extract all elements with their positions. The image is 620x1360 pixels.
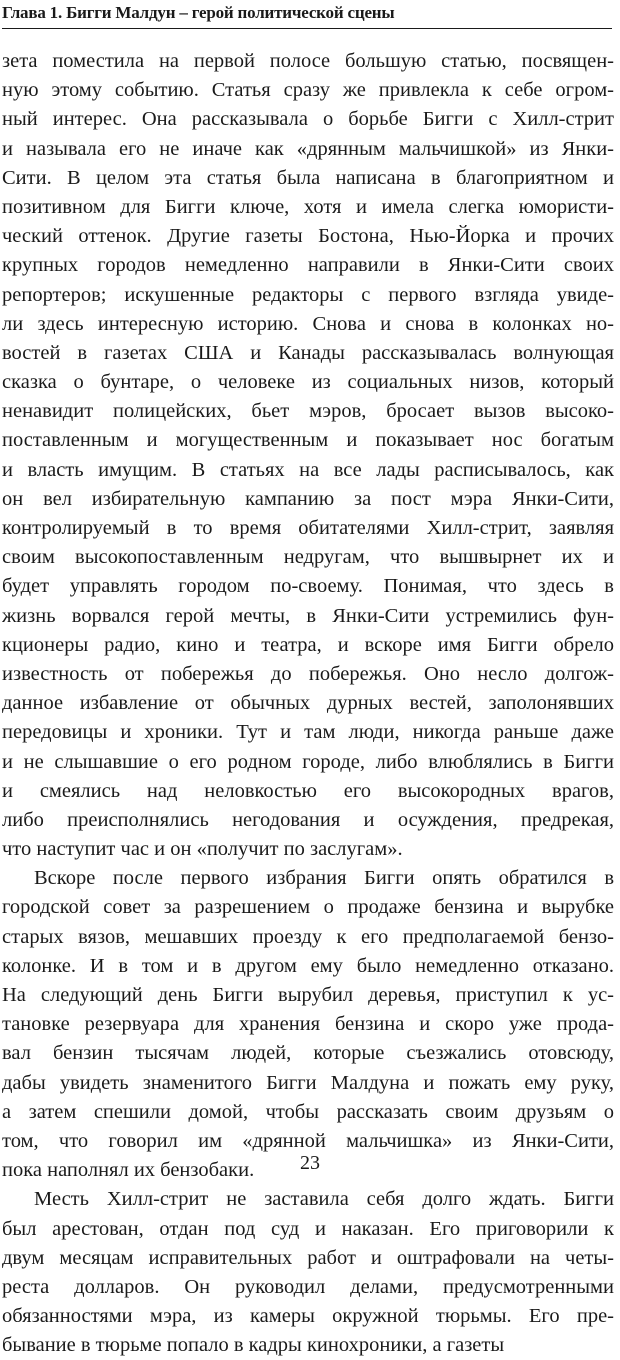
text-line: и смеялись над неловкостью его высокородных врагов,: [2, 779, 614, 802]
running-head-title: Глава 1. Бигги Малдун – герой политической сцены: [2, 3, 395, 22]
text-line: поставленным и могущественным и показывает нос богатым: [2, 429, 614, 452]
paragraph: [2, 864, 614, 1185]
text-line: На следующий день Бигги вырубил деревья, приступил к ус-: [2, 984, 614, 1006]
text-line: жизнь ворвался герой мечты, в Янки-Сити устремились фун-: [2, 604, 614, 627]
text-line: а затем спешили домой, чтобы рассказать своим друзьям о: [2, 1100, 614, 1123]
text-line: Вскоре после первого избрания Бигги опять обратился в: [34, 867, 614, 890]
text-line: репортеров; искушенные редакторы с первого взгляда увиде-: [2, 283, 614, 306]
text-line: вал бензин тысячам людей, которые съезжались отовсюду,: [2, 1042, 614, 1065]
text-line: что наступит час и он «получит по заслугам».: [2, 838, 403, 861]
text-line: ненавидит полицейских, бьет мэров, бросает вызов высоко-: [2, 400, 614, 423]
text-line: он вел избирательную кампанию за пост мэра Янки-Сити,: [2, 487, 614, 510]
text-line: сказка о бунтаре, о человеке из социальных низов, который: [2, 371, 614, 394]
text-line: позитивном для Бигги ключе, хотя и имела слегка юмористи-: [2, 195, 614, 218]
text-line: либо преисполнялись негодования и осуждения, предрекая,: [2, 808, 614, 831]
text-line: городской совет за разрешением о продаже бензина и вырубке: [2, 896, 614, 919]
text-line: том, что говорил им «дрянной мальчишка» из Янки-Сити,: [2, 1129, 614, 1152]
text-line: колонке. И в том и в другом ему было немедленно отказано.: [2, 954, 614, 977]
text-line: своим высокопоставленным недругам, что вышвырнет их и: [2, 546, 614, 569]
text-line: будет управлять городом по-своему. Понимая, что здесь в: [2, 575, 614, 598]
text-line: контролируемый в то время обитателями Хилл-стрит, заявляя: [2, 517, 614, 539]
text-line: данное избавление от обычных дурных вестей, заполонявших: [2, 692, 614, 715]
text-line: двум месяцам исправительных работ и оштрафовали на четы-: [2, 1246, 614, 1269]
text-line: был арестован, отдан под суд и наказан. Его приговорили к: [2, 1217, 614, 1240]
text-line: обязанностями мэра, из камеры окружной тюрьмы. Его пре-: [2, 1305, 614, 1328]
text-line: ческий оттенок. Другие газеты Бостона, Нью-Йорка и прочих: [2, 225, 614, 248]
text-line: Сити. В целом эта статья была написана в благоприятном и: [2, 166, 614, 189]
text-line: пока наполнял их бензобаки.: [2, 1159, 255, 1182]
text-line: и называла его не иначе как «дрянным мальчишкой» из Янки-: [2, 137, 614, 160]
text-line: тановке резервуара для хранения бензина и скоро уже прода-: [2, 1013, 614, 1036]
text-line: бывание в тюрьме попало в кадры кинохроники, а газеты: [2, 1334, 505, 1357]
page-number: 23: [300, 1152, 320, 1174]
text-line: дабы увидеть знаменитого Бигги Малдуна и пожать ему руку,: [2, 1071, 614, 1094]
running-head: [2, 2, 612, 29]
text-line: реста долларов. Он руководил делами, предусмотренными: [2, 1275, 614, 1298]
text-line: старых вязов, мешавших проезду к его предполагаемой бензо-: [2, 925, 614, 948]
text-line: крупных городов немедленно направили в Янки-Сити своих: [2, 254, 614, 277]
text-line: Месть Хилл-стрит не заставила себя долго ждать. Бигги: [34, 1188, 614, 1211]
text-line: ный интерес. Она рассказывала о борьбе Бигги с Хилл-стрит: [2, 108, 614, 131]
text-line: передовицы и хроники. Тут и там люди, никогда раньше даже: [2, 721, 614, 744]
text-line: кционеры радио, кино и театра, и вскоре имя Бигги обрело: [2, 633, 614, 656]
text-line: ли здесь интересную историю. Снова и снова в колонках но-: [2, 312, 614, 335]
text-line: зета поместила на первой полосе большую статью, посвящен-: [2, 50, 614, 72]
paragraph: [2, 1185, 614, 1360]
text-line: ную этому событию. Статья сразу же привлекла к себе огром-: [2, 79, 614, 102]
text-line: и власть имущим. В статьях на все лады расписывалось, как: [2, 458, 614, 481]
paragraph: [2, 47, 614, 864]
text-line: известность от побережья до побережья. Оно несло долгож-: [2, 662, 614, 685]
text-line: и не слышавшие о его родном городе, либо влюблялись в Бигги: [2, 750, 614, 773]
text-line: востей в газетах США и Канады рассказывалась волнующая: [2, 341, 614, 364]
